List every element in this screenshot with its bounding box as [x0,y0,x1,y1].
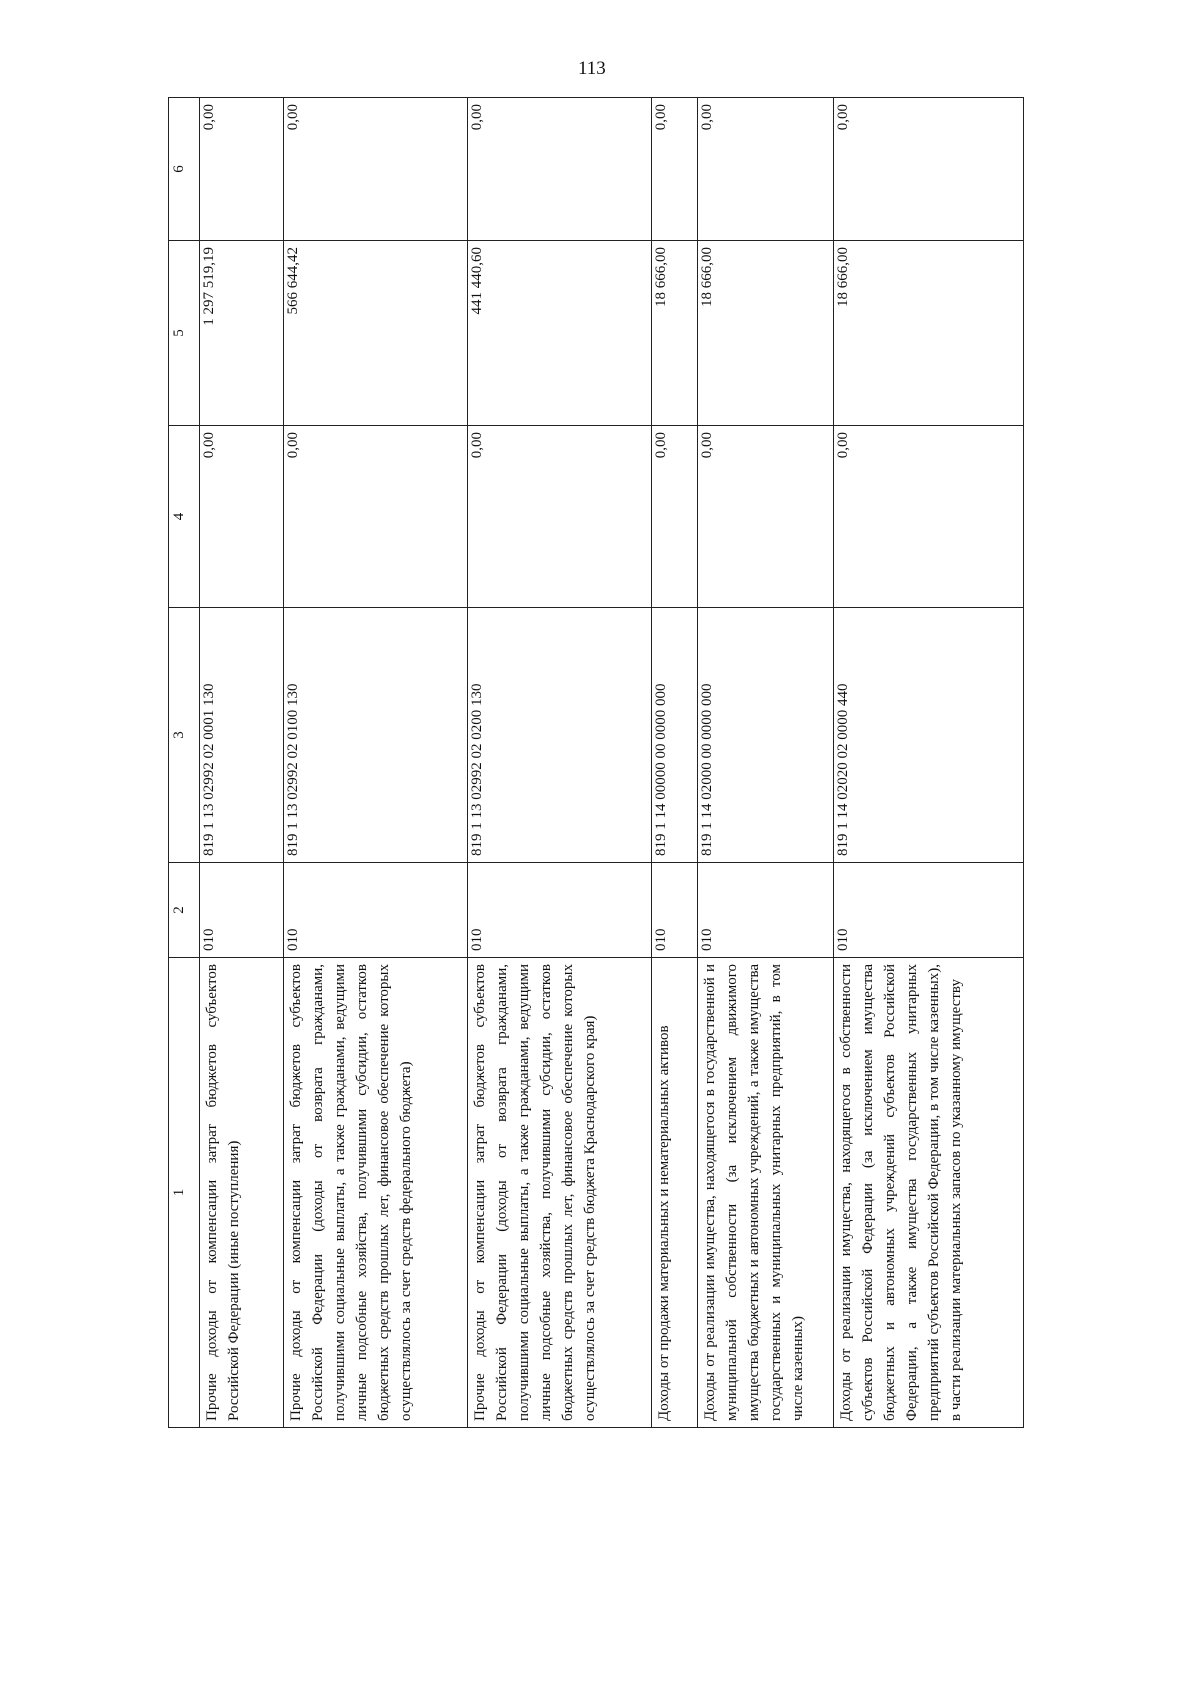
row-line-code: 010 [834,863,1024,958]
row-budget-code: 819 1 14 02000 00 0000 000 [698,608,834,863]
row-value-col4: 0,00 [468,426,652,608]
row-description: Прочие доходы от компенсации затрат бюджетов субъектов Российской Федерации (иные поступления) [200,958,284,1428]
row-budget-code: 819 1 13 02992 02 0100 130 [284,608,468,863]
table-row [652,98,698,1428]
row-description: Доходы от реализации имущества, находящегося в собственности субъектов Российской Федерации (за исключением имущества бюджетных и автономных учреждений субъектов Российской Федерации, а также имущества государственных унитарных предприятий субъектов Российской Федерации, в том числе казенных), в части реализации материальных запасов по указанному имуществу [834,958,1024,1428]
row-line-code: 010 [468,863,652,958]
row-line-code: 010 [284,863,468,958]
row-line-code: 010 [652,863,698,958]
header-col-4: 4 [169,426,200,608]
row-description: Доходы от продажи материальных и нематериальных активов [652,958,698,1428]
row-value-col4: 0,00 [698,426,834,608]
table-row [284,98,468,1428]
header-col-6: 6 [169,98,200,241]
row-line-code: 010 [698,863,834,958]
row-budget-code: 819 1 13 02992 02 0001 130 [200,608,284,863]
row-value-col6: 0,00 [698,98,834,241]
row-value-col5: 441 440,60 [468,241,652,426]
row-description: Прочие доходы от компенсации затрат бюджетов субъектов Российской Федерации (доходы от возврата гражданами, получившими социальные выплаты, а также гражданами, ведущими личные подсобные хозяйства, получившими субсидии, остатков бюджетных средств прошлых лет, финансовое обеспечение которых осуществлялось за счет средств федерального бюджета) [284,958,468,1428]
row-budget-code: 819 1 13 02992 02 0200 130 [468,608,652,863]
revenue-table [168,97,1024,1428]
row-value-col5: 1 297 519,19 [200,241,284,426]
table-container [168,98,1013,1428]
row-value-col6: 0,00 [652,98,698,241]
row-value-col6: 0,00 [468,98,652,241]
row-line-code: 010 [200,863,284,958]
row-value-col6: 0,00 [200,98,284,241]
header-col-5: 5 [169,241,200,426]
row-value-col5: 18 666,00 [834,241,1024,426]
header-col-3: 3 [169,608,200,863]
table-header-row [169,98,200,1428]
table-row [468,98,652,1428]
table-row [200,98,284,1428]
row-value-col5: 18 666,00 [698,241,834,426]
row-value-col5: 18 666,00 [652,241,698,426]
table-row [698,98,834,1428]
row-value-col4: 0,00 [284,426,468,608]
row-value-col4: 0,00 [652,426,698,608]
row-value-col4: 0,00 [834,426,1024,608]
rotated-table-frame [168,98,1013,1428]
header-col-2: 2 [169,863,200,958]
row-budget-code: 819 1 14 00000 00 0000 000 [652,608,698,863]
header-col-1: 1 [169,958,200,1428]
row-value-col6: 0,00 [284,98,468,241]
row-description: Доходы от реализации имущества, находящегося в государственной и муниципальной собственности (за исключением движимого имущества бюджетных и автономных учреждений, а также имущества государственных и муниципальных унитарных предприятий, в том числе казенных) [698,958,834,1428]
row-value-col4: 0,00 [200,426,284,608]
row-value-col5: 566 644,42 [284,241,468,426]
row-description: Прочие доходы от компенсации затрат бюджетов субъектов Российской Федерации (доходы от возврата гражданами, получившими социальные выплаты, а также гражданами, ведущими личные подсобные хозяйства, получившими субсидии, остатков бюджетных средств прошлых лет, финансовое обеспечение которых осуществлялось за счет средств бюджета Краснодарского края) [468,958,652,1428]
page-number: 113 [578,58,606,79]
table-row [834,98,1024,1428]
row-budget-code: 819 1 14 02020 02 0000 440 [834,608,1024,863]
row-value-col6: 0,00 [834,98,1024,241]
